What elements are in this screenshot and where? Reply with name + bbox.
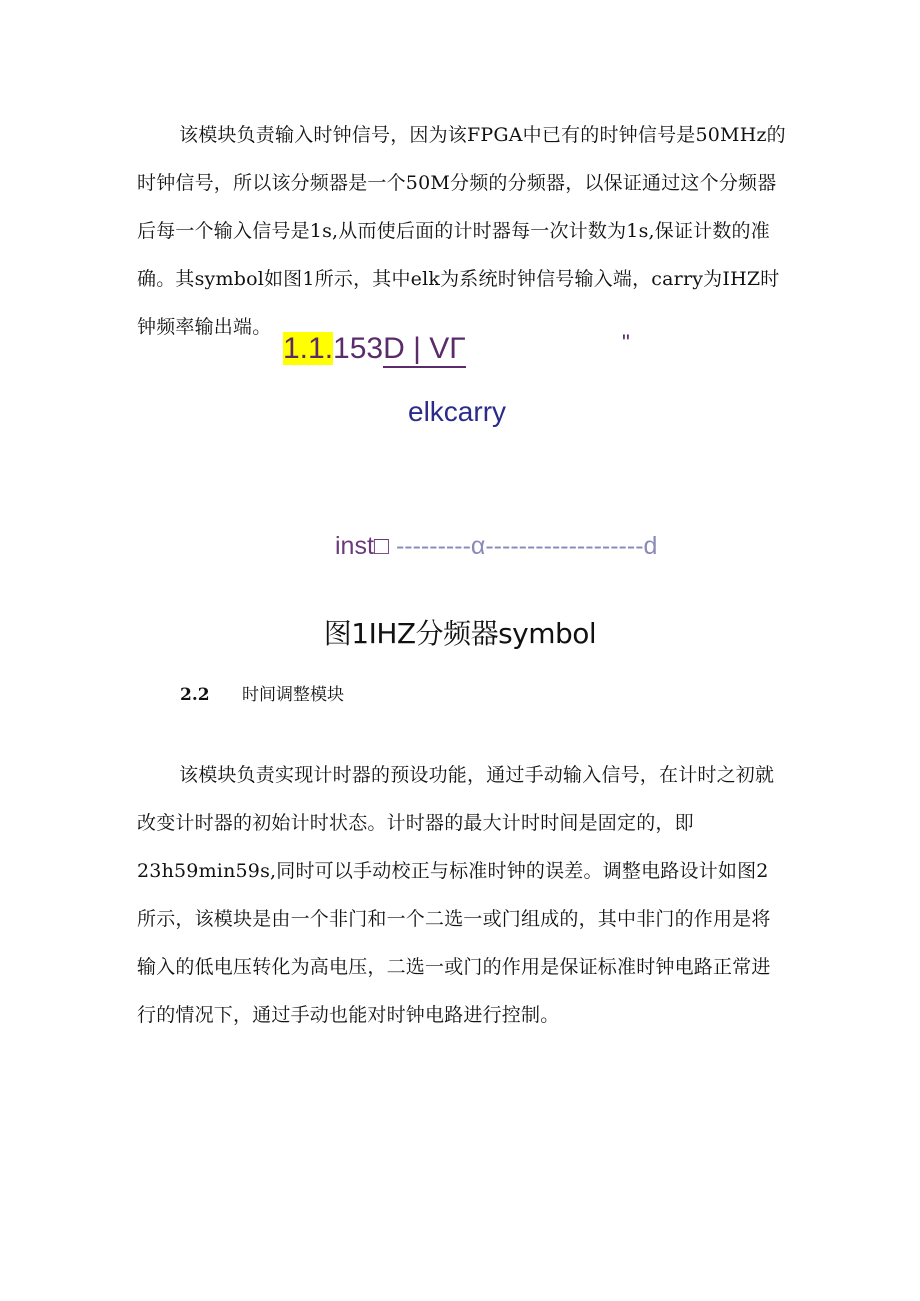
- body-paragraph-2: [137, 751, 787, 1039]
- symbol-instance-row: [335, 532, 657, 561]
- symbol-ports-label: elkcarry: [408, 396, 507, 427]
- figure-caption: 图1IHZ分频器symbol: [323, 617, 597, 650]
- symbol-quote-mark: ": [622, 330, 630, 355]
- symbol-header-number: 153: [333, 332, 384, 365]
- symbol-header: [283, 327, 466, 371]
- body-paragraph-1: [137, 111, 787, 351]
- symbol-instance-name: inst□: [335, 532, 390, 560]
- section-number: 2.2: [180, 685, 210, 705]
- paragraph-2-text: 该模块负责实现计时器的预设功能，通过手动输入信号，在计时之初就改变计时器的初始计时状态。计时器的最大计时时间是固定的，即23h59min59s,同时可以手动校正与标准时钟的误差。调整电路设计如图2所示，该模块是由一个非门和一个二选一或门组成的，其中非门的作用是将输入的低电压转化为高电压，二选一或门的作用是保证标准时钟电路正常进行的情况下，通过手动也能对时钟电路进行控制。: [137, 764, 775, 1026]
- section-heading: [180, 680, 344, 705]
- section-title: 时间调整模块: [242, 685, 344, 705]
- symbol-instance-line: ---------α-------------------d: [389, 532, 658, 560]
- symbol-header-underlined: D | VΓ: [383, 332, 466, 368]
- symbol-header-highlight: 1.1.: [283, 332, 334, 365]
- paragraph-1-text: 该模块负责输入时钟信号，因为该FPGA中已有的时钟信号是50MHz的时钟信号，所以该分频器是一个50M分频的分频器，以保证通过这个分频器后每一个输入信号是1s,从而使后面的计时器每一次计数为1s,保证计数的准确。其symbol如图1所示，其中elk为系统时钟信号输入端，carry为IHZ时钟频率输出端。: [137, 124, 786, 338]
